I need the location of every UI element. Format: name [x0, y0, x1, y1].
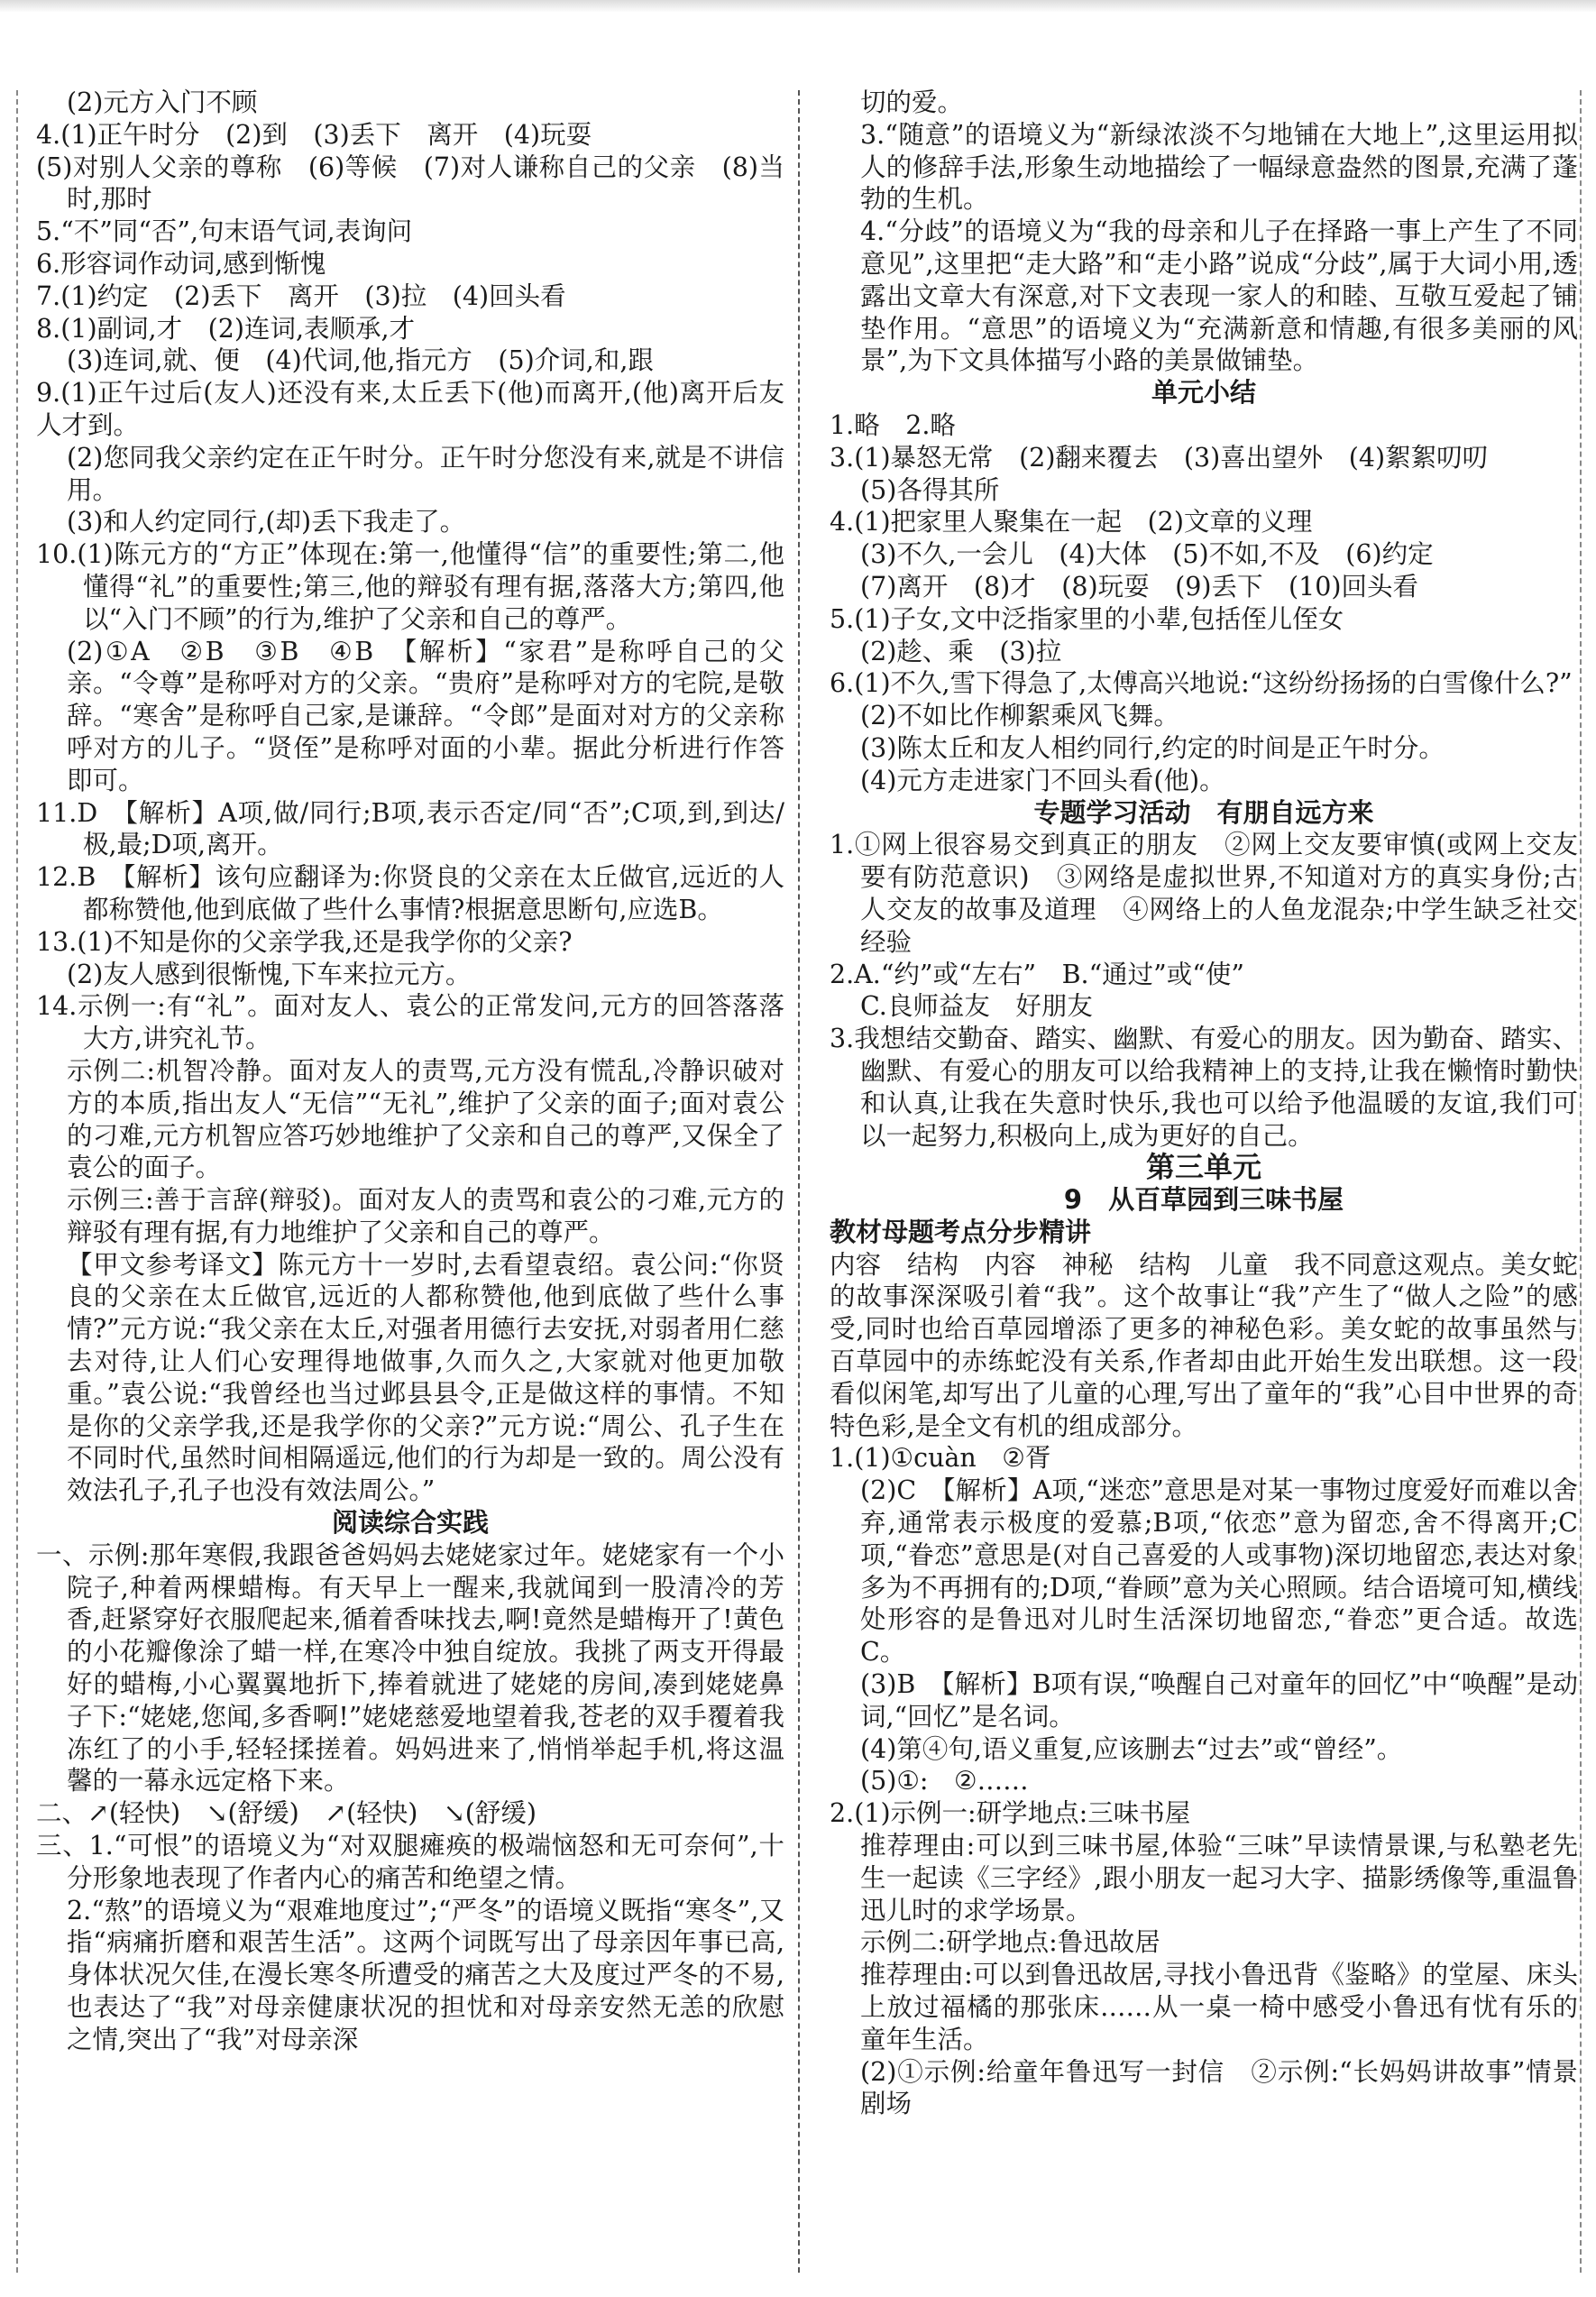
answer-line: 推荐理由:可以到鲁迅故居,寻找小鲁迅背《鉴略》的堂屋、床头上放过福橘的那张床……从一桌一椅中感受小鲁迅有忧有乐的童年生活。: [860, 1960, 1578, 2054]
answer-line: 1.略 2.略: [830, 409, 956, 440]
answer-line: 12.B 【解析】该句应翻译为:你贤良的父亲在太丘做官,远近的人都称赞他,他到底做了些什么事情?根据意思断句,应选B。: [36, 862, 784, 924]
answer-line: 3.我想结交勤奋、踏实、幽默、有爱心的朋友。因为勤奋、踏实、幽默、有爱心的朋友可以给我精神上的支持,让我在懒惰时勤快和认真,让我在失意时快乐,我也可以给予他温暖的友谊,我们可以一起努力,积极向上,成为更好的自己。: [830, 1024, 1578, 1151]
answer-line: 4.“分歧”的语境义为“我的母亲和儿子在择路一事上产生了不同意见”,这里把“走大路”和“走小路”说成“分歧”,属于大词小用,透露出文章大有深意,对下文表现一家人的和睦、互敬互爱起了铺垫作用。“意思”的语境义为“充满新意和情趣,有很多美丽的风景”,为下文具体描写小路的美景做铺垫。: [860, 216, 1578, 376]
right-margin-rule: [1580, 90, 1582, 2273]
answer-line: 10.(1)陈元方的“方正”体现在:第一,他懂得“信”的重要性;第二,他懂得“礼”的重要性;第三,他的辩驳有理有据,落落大方;第四,他以“入门不顾”的行为,维护了父亲和自己的尊严。: [36, 539, 784, 634]
answer-line: 2.(1)示例一:研学地点:三味书屋: [830, 1798, 1191, 1829]
answer-line: 7.(1)约定 (2)丢下 离开 (3)拉 (4)回头看: [36, 280, 566, 311]
answer-line: 一、示例:那年寒假,我跟爸爸妈妈去姥姥家过年。姥姥家有一个小院子,种着两棵蜡梅。有天早上一醒来,我就闻到一股清冷的芳香,赶紧穿好衣服爬起来,循着香味找去,啊!竟然是蜡梅开了!黄色的小花瓣像涂了蜡一样,在寒冷中独自绽放。我挑了两支开得最好的蜡梅,小心翼翼地折下,捧着就进了姥姥的房间,凑到姥姥鼻子下:“姥姥,您闻,多香啊!”姥姥慈爱地望着我,苍老的双手覆着我冻红了的小手,轻轻揉搓着。妈妈进来了,悄悄举起手机,将这温馨的一幕永远定格下来。: [36, 1539, 784, 1796]
left-margin-rule: [16, 90, 18, 2273]
right-column: [830, 87, 1578, 2120]
answer-line: (2)C 【解析】A项,“迷恋”意思是对某一事物过度爱好而难以舍弃,通常表示极度的爱慕;B项,“依恋”意为留恋,舍不得离开;C项,“眷恋”意思是(对自己喜爱的人或事物)深切地留恋,表达对象多为不再拥有的;D项,“眷顾”意为关心照顾。结合语境可知,横线处形容的是鲁迅对儿时生活深切地留恋,“眷恋”更合适。故选C。: [860, 1475, 1578, 1668]
section-heading: 单元小结: [1151, 377, 1256, 409]
column-divider: [798, 90, 800, 2273]
answer-line: 4.(1)正午时分 (2)到 (3)丢下 离开 (4)玩耍: [36, 119, 592, 150]
unit-heading: 第三单元: [1145, 1150, 1261, 1185]
answer-line: 9.(1)正午过后(友人)还没有来,太丘丢下(他)而离开,(他)离开后友人才到。: [36, 378, 784, 440]
answer-line: 4.(1)把家里人聚集在一起 (2)文章的义理: [830, 507, 1313, 537]
answer-line: (2)友人感到很惭愧,下车来拉元方。: [67, 959, 472, 989]
subsection-heading: 教材母题考点分步精讲: [830, 1216, 1092, 1247]
answer-line: (2)①A ②B ③B ④B 【解析】“家君”是称呼自己的父亲。“令尊”是称呼对方的父亲。“贵府”是称呼对方的宅院,是敬辞。“寒舍”是称呼自己家,是谦辞。“令郎”是面对对方的父亲称呼对方的儿子。“贤侄”是称呼对面的小辈。据此分析进行作答即可。: [67, 636, 784, 795]
answer-line: 5.“不”同“否”,句末语气词,表询问: [36, 216, 413, 247]
answer-line: (4)第④句,语义重复,应该删去“过去”或“曾经”。: [860, 1733, 1403, 1764]
answer-line: (4)元方走进家门不回头看(他)。: [860, 765, 1225, 795]
answer-line: (3)连词,就、便 (4)代词,他,指元方 (5)介词,和,跟: [67, 345, 654, 376]
answer-line: (3)陈太丘和友人相约同行,约定的时间是正午时分。: [860, 732, 1445, 763]
answer-line: 13.(1)不知是你的父亲学我,还是我学你的父亲?: [36, 926, 573, 957]
answer-line: 1.(1)①cuàn ②胥: [830, 1443, 1051, 1474]
answer-line: 3.“随意”的语境义为“新绿浓淡不匀地铺在大地上”,这里运用拟人的修辞手法,形象生动地描绘了一幅绿意盎然的图景,充满了蓬勃的生机。: [860, 119, 1578, 215]
answer-line: 3.(1)暴怒无常 (2)翻来覆去 (3)喜出望外 (4)絮絮叨叨: [830, 442, 1489, 473]
answer-line: (2)您同我父亲约定在正午时分。正午时分您没有来,就是不讲信用。: [67, 442, 784, 505]
answer-line: (2)不如比作柳絮乘风飞舞。: [860, 701, 1179, 731]
answer-line: 2.“熬”的语境义为“艰难地度过”;“严冬”的语境义既指“寒冬”,又指“病痛折磨和艰苦生活”。这两个词既写出了母亲因年事已高,身体状况欠佳,在漫长寒冬所遭受的痛苦之大及度过严冬的不易,也表达了“我”对母亲健康状况的担忧和对母亲安然无恙的欣慰之情,突出了“我”对母亲深: [67, 1895, 784, 2054]
answer-line: 【甲文参考译文】陈元方十一岁时,去看望袁绍。袁公问:“你贤良的父亲在太丘做官,远近的人都称赞他,他到底做了些什么事情?”元方说:“我父亲在太丘,对强者用德行去安抚,对弱者用仁慈去对待,让人们心安理得地做事,久而久之,大家就对他更加敬重。”袁公说:“我曾经也当过邺县县令,正是做这样的事情。不知是你的父亲学我,还是我学你的父亲?”元方说:“周公、孔子生在不同时代,虽然时间相隔遥远,他们的行为却是一致的。周公没有效法孔子,孔子也没有效法周公。”: [67, 1249, 784, 1506]
answer-line: (3)和人约定同行,(却)丢下我走了。: [67, 507, 466, 537]
section-heading: 阅读综合实践: [331, 1507, 489, 1539]
answer-line: 示例三:善于言辞(辩驳)。面对友人的责骂和袁公的刁难,元方的辩驳有理有据,有力地维护了父亲和自己的尊严。: [67, 1185, 784, 1247]
answer-line: 1.①网上很容易交到真正的朋友 ②网上交友要审慎(或网上交友要有防范意识) ③网络是虚拟世界,不知道对方的真实身份;古人交友的故事及道理 ④网络上的人鱼龙混杂;中学生缺乏社交经验: [830, 830, 1578, 957]
answer-line: 14.示例一:有“礼”。面对友人、袁公的正常发问,元方的回答落落大方,讲究礼节。: [36, 991, 784, 1054]
page-top-shade: [0, 0, 1596, 13]
answer-line: 2.A.“约”或“左右” B.“通过”或“使”: [830, 959, 1244, 989]
answer-line: (5)各得其所: [860, 474, 1000, 505]
answer-line: 推荐理由:可以到三味书屋,体验“三味”早读情景课,与私塾老先生一起读《三字经》,跟小朋友一起习大字、描影绣像等,重温鲁迅儿时的求学场景。: [860, 1831, 1578, 1925]
answer-line: 5.(1)子女,文中泛指家里的小辈,包括侄儿侄女: [830, 603, 1344, 634]
answer-line: 8.(1)副词,才 (2)连词,表顺承,才: [36, 313, 416, 344]
answer-line: (3)不久,一会儿 (4)大体 (5)不如,不及 (6)约定: [860, 539, 1434, 570]
answer-line: 内容 结构 内容 神秘 结构 儿童 我不同意这观点。美女蛇的故事深深吸引着“我”。这个故事让“我”产生了“做人之险”的感受,同时也给百草园增添了更多的神秘色彩。美女蛇的故事虽然与百草园中的赤练蛇没有关系,作者却由此开始生发出联想。这一段看似闲笔,却写出了儿童的心理,写出了童年的“我”心目中世界的奇特色彩,是全文有机的组成部分。: [830, 1249, 1578, 1441]
left-column: [36, 87, 784, 2056]
answer-line: 二、↗(轻快) ↘(舒缓) ↗(轻快) ↘(舒缓): [36, 1798, 537, 1829]
answer-line: (3)B 【解析】B项有误,“唤醒自己对童年的回忆”中“唤醒”是动词,“回忆”是名词。: [860, 1669, 1578, 1732]
answer-line: (7)离开 (8)才 (8)玩耍 (9)丢下 (10)回头看: [860, 571, 1418, 602]
answer-line: (2)趁、乘 (3)拉: [860, 636, 1062, 666]
answer-line: (2)①示例:给童年鲁迅写一封信 ②示例:“长妈妈讲故事”情景剧场: [860, 2056, 1578, 2119]
answer-line: 切的爱。: [860, 87, 964, 117]
answer-line: 示例二:研学地点:鲁迅故居: [860, 1927, 1160, 1958]
answer-line: (2)元方入门不顾: [67, 87, 258, 117]
answer-line: 示例二:机智冷静。面对友人的责骂,元方没有慌乱,冷静识破对方的本质,指出友人“无信”“无礼”,维护了父亲的面子;面对袁公的刁难,元方机智应答巧妙地维护了父亲和自己的尊严,又保全了袁公的面子。: [67, 1055, 784, 1183]
answer-line: (5)①: ②……: [860, 1766, 1029, 1796]
answer-line: 6.(1)不久,雪下得急了,太傅高兴地说:“这纷纷扬扬的白雪像什么?”: [830, 668, 1573, 699]
answer-line: 11.D 【解析】A项,做/同行;B项,表示否定/同“否”;C项,到,到达/极,最;D项,离开。: [36, 797, 784, 860]
answer-line: (5)对别人父亲的尊称 (6)等候 (7)对人谦称自己的父亲 (8)当时,那时: [36, 152, 784, 215]
answer-line: 6.形容词作动词,感到惭愧: [36, 248, 326, 279]
answer-line: 三、1.“可恨”的语境义为“对双腿瘫痪的极端恼怒和无可奈何”,十分形象地表现了作者内心的痛苦和绝望之情。: [36, 1831, 784, 1893]
section-heading: 9 从百草园到三味书屋: [1063, 1184, 1344, 1216]
section-heading: 专题学习活动 有朋自远方来: [1033, 796, 1374, 828]
answer-line: C.良师益友 好朋友: [860, 991, 1093, 1022]
